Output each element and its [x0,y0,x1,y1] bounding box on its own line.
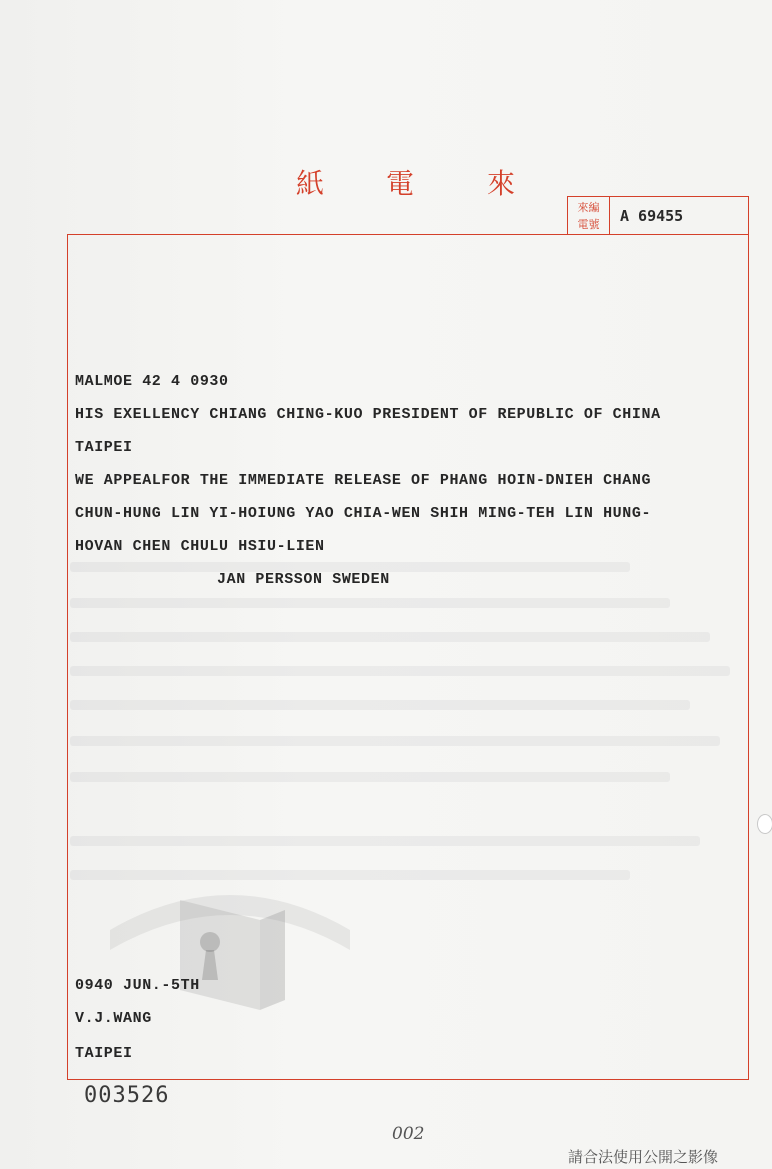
telegram-signature: JAN PERSSON SWEDEN [217,571,390,588]
form-title-char-2: 電 [386,167,415,200]
telegram-received-time: 0940 JUN.-5TH [75,977,200,994]
code-label-bottom: 電號 [577,218,600,231]
telegram-line-addressee: HIS EXELLENCY CHIANG CHING-KUO PRESIDENT OF REPUBLIC OF CHINA [75,406,661,423]
telegram-line-city: TAIPEI [75,439,133,456]
punch-hole [757,814,772,834]
document-number: 003526 [84,1083,170,1108]
telegram-line-body-3: HOVAN CHEN CHULU HSIU-LIEN [75,538,325,555]
form-title-char-3: 來 [487,167,516,200]
telegram-received-city: TAIPEI [75,1045,133,1062]
telegram-line-origin: MALMOE 42 4 0930 [75,373,229,390]
code-value: A 69455 [620,207,684,225]
telegram-operator: V.J.WANG [75,1010,152,1027]
form-title-char-1: 紙 [296,167,325,200]
usage-notice: 請合法使用公開之影像 [568,1148,719,1166]
code-label-top: 來編 [577,201,600,214]
code-label [568,197,610,234]
telegram-line-body-1: WE APPEALFOR THE IMMEDIATE RELEASE OF PHANG HOIN-DNIEH CHANG [75,472,652,489]
telegram-line-body-2: CHUN-HUNG LIN YI-HOIUNG YAO CHIA-WEN SHIH MING-TEH LIN HUNG- [75,505,652,522]
archive-logo-watermark [110,870,350,1020]
telegram-code-box [567,196,749,235]
page-number: 002 [392,1124,425,1144]
